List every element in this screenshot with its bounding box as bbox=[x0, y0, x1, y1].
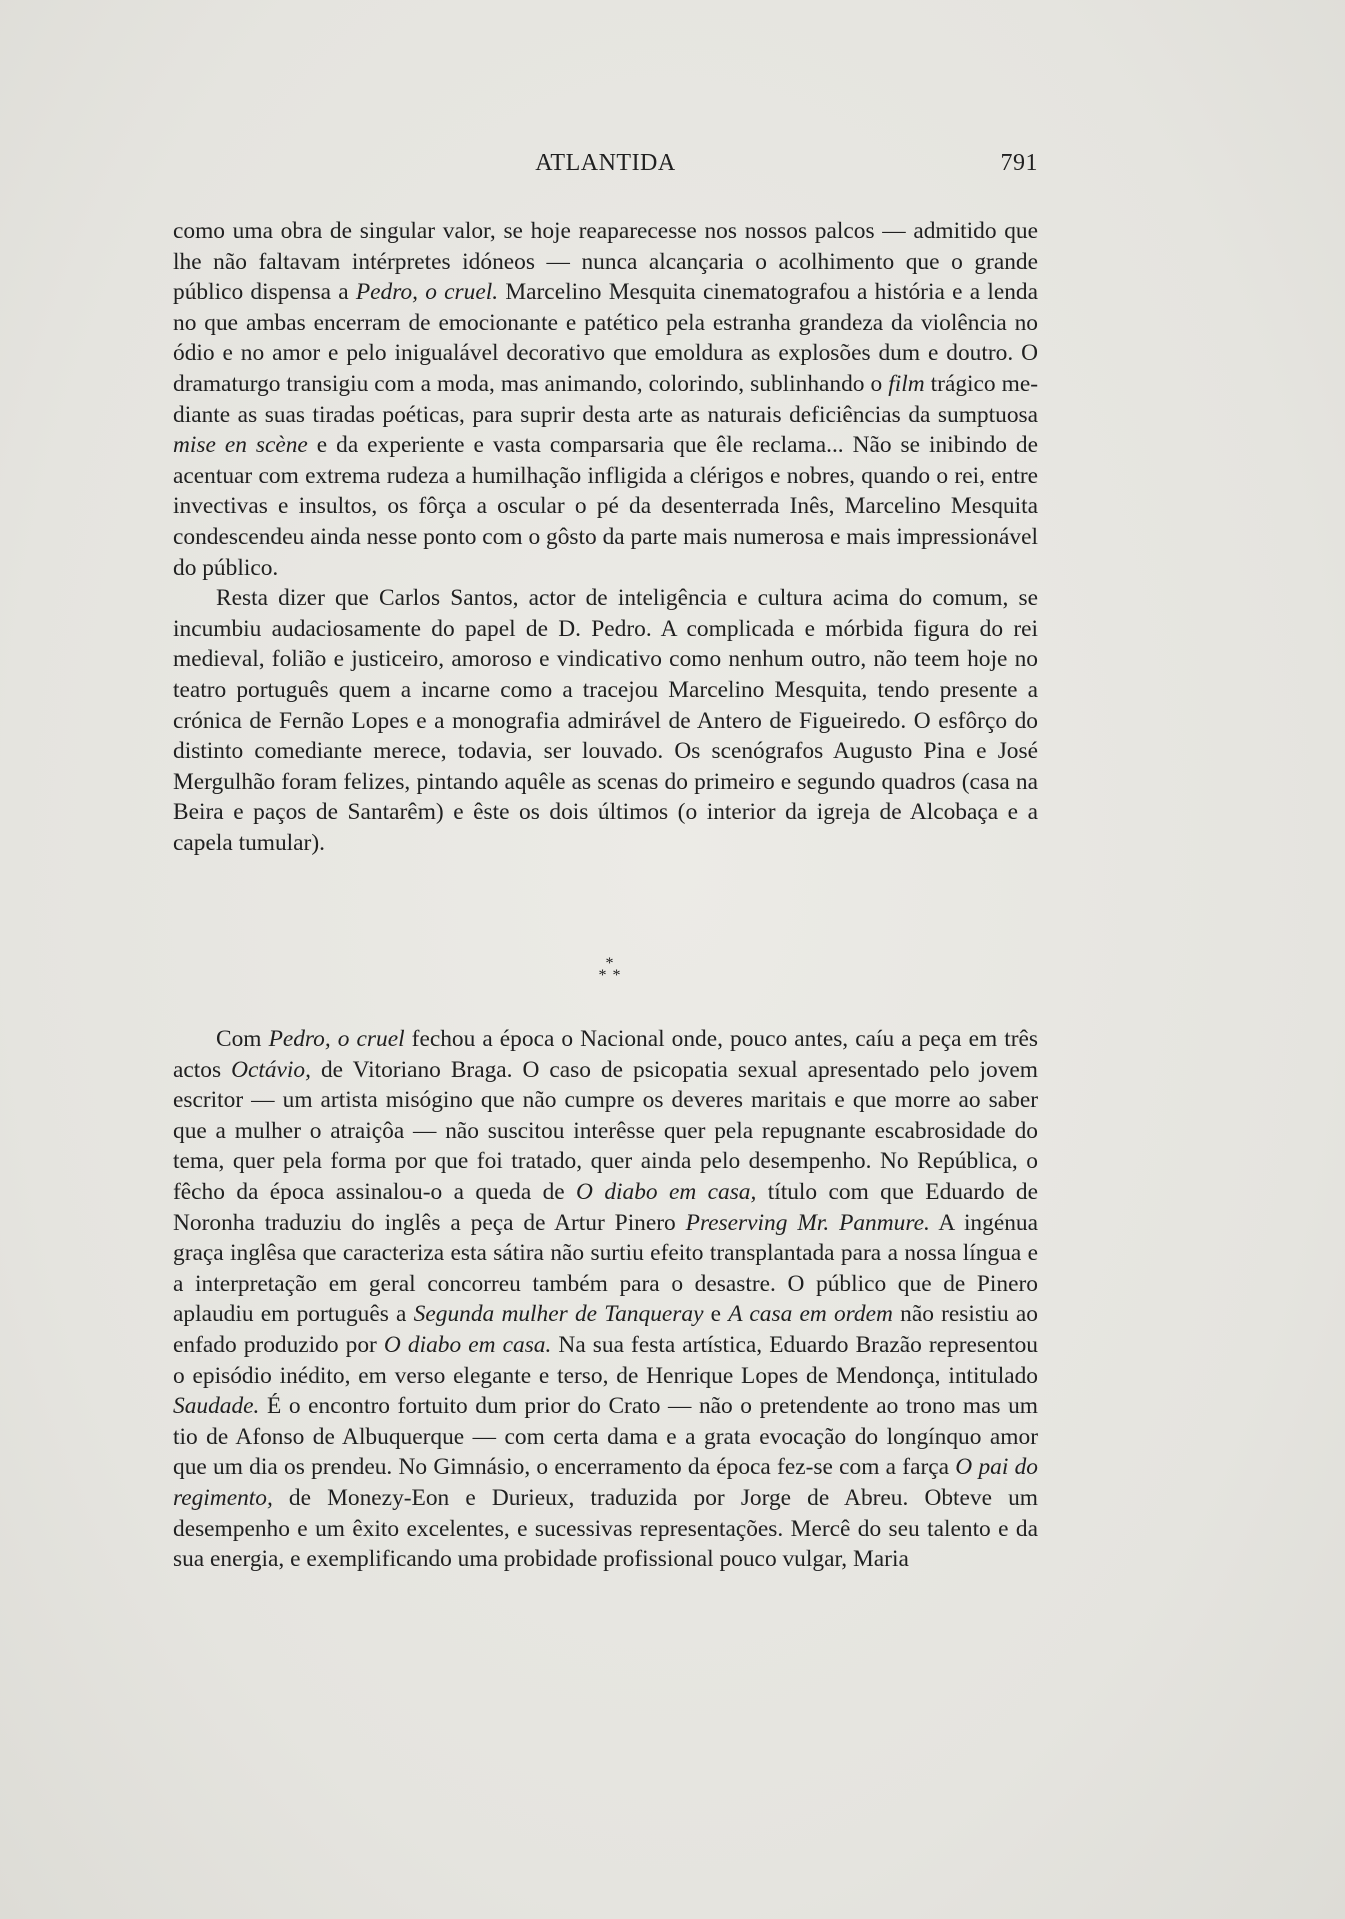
text-run: e da experiente e vasta comparsaria que êle reclama... Não se inibindo de acentuar com extrema rudeza a humilhação infligida a clérigos e nobres, quando o rei, entre invectivas e insultos, os fôrça a oscular o pé da desenterrada Inês, Marcelino Mesquita condescendeu ainda nesse ponto com o gôsto da parte mais numerosa e mais impressionável do público. bbox=[173, 432, 1038, 581]
italic-title-run: Octávio, bbox=[231, 1056, 311, 1083]
text-run: Marcelino Mesquita cinematografou a história e a lenda no que ambas encerram de emocionante e patético pela estranha grandeza da violência no ódio e no amor e pelo inigualável decorativo que emoldura as explosões dum e doutro. O dramaturgo transigiu com a moda, mas animando, colorindo, sublinhando o bbox=[173, 279, 1038, 397]
text-run: Com bbox=[216, 1026, 269, 1052]
section-break-asterism bbox=[560, 955, 660, 984]
text-run: e bbox=[703, 1301, 729, 1328]
running-head bbox=[173, 150, 1038, 184]
italic-title-run: Pedro, o cruel. bbox=[355, 279, 499, 306]
italic-title-run: Pedro, o cruel bbox=[268, 1026, 405, 1052]
italic-title-run: Segunda mulher de Tanqueray bbox=[413, 1301, 704, 1328]
text-run: Resta dizer que Carlos Santos, actor de inteligência e cultura acima do comum, se incumbiu audaciosamente do papel de D. Pedro. A complicada e mórbida figura do rei medieval, folião e justiceiro, amoroso e vindicativo como nenhum outro, não teem hoje no teatro português quem a incarne como a tracejou Marcelino Mesquita, tendo presente a crónica de Fernão Lopes e a monografia admirável de Antero de Figueiredo. O esfôrço do distinto comediante merece, todavia, ser louvado. Os scenógrafos Augusto Pina e José Mergulhão foram felizes, pintando aquêle as scenas do primeiro e segundo quadros (casa na Beira e paços de Santarêm) e êste os dois últimos (o interior da igreja de Alcobaça e a capela tumular). bbox=[173, 585, 1038, 856]
italic-title-run: O pai do regimento, bbox=[173, 1454, 1038, 1511]
italic-title-run: Saudade. bbox=[173, 1393, 260, 1420]
text-run: Na sua festa artística, Eduardo Brazão representou o episódio inédito, em verso elegante e terso, de Henrique Lopes de Mendonça, intitulado bbox=[173, 1331, 1038, 1389]
text-block-upper bbox=[173, 216, 1038, 858]
paragraph bbox=[173, 583, 1038, 858]
paragraph bbox=[173, 1024, 1038, 1575]
text-run: fechou a época o Nacional onde, pouco antes, caíu a peça em três actos bbox=[173, 1026, 1038, 1083]
text-run: É o encontro fortuito dum prior do Crato — não o pretendente ao trono mas um tio de Afonso de Albuquerque — com certa dama e a grata evocação do longínquo amor que um dia os prendeu. No Gimnásio, o encerramento da época fez-se com a farça bbox=[173, 1393, 1038, 1481]
page-number: 791 bbox=[1000, 150, 1038, 176]
text-run: de Monezy-Eon e Durieux, traduzida por Jorge de Abreu. Obteve um desempenho e um êxito excelentes, e sucessivas representações. Mercê do seu talento e da sua energia, e exemplificando uma probidade profissional pouco vulgar, Maria bbox=[173, 1484, 1038, 1573]
text-run: A ingénua graça inglêsa que caracteriza esta sátira não surtiu efeito transplantada para a nossa língua e a interpretação em geral concorreu também para o desastre. O público que de Pinero aplaudiu em português a bbox=[173, 1209, 1038, 1328]
running-title: ATLANTIDA bbox=[535, 150, 676, 176]
text-block-lower bbox=[173, 1024, 1038, 1575]
text-run: título com que Eduardo de Noronha traduziu do inglês a peça de Artur Pinero bbox=[173, 1178, 1038, 1236]
asterism-top-star: * bbox=[605, 955, 615, 972]
italic-title-run: A casa em ordem bbox=[728, 1301, 893, 1328]
asterism-bottom-stars: * * bbox=[598, 967, 622, 984]
text-run: de Vitoriano Braga. O caso de psicopatia sexual apresentado pelo jovem escritor — um artista misógino que não cumpre os deveres maritais e que morre ao saber que a mulher o atraiçôa — não suscitou interêsse quer pela repugnante escabrosidade do tema, quer pela forma por que foi tratado, quer ainda pelo desempenho. No República, o fêcho da época assinalou-o a queda de bbox=[173, 1056, 1038, 1205]
text-run: não resistiu ao enfado produzido por bbox=[173, 1301, 1038, 1358]
text-run: trágico mediante as suas tiradas poéticas, para suprir desta arte as naturais deficiências da sumptuosa bbox=[173, 370, 1038, 428]
italic-title-run: film bbox=[888, 370, 925, 397]
paragraph bbox=[173, 216, 1038, 583]
italic-title-run: O diabo em casa. bbox=[383, 1331, 552, 1358]
text-run: como uma obra de singular valor, se hoje reaparecesse nos nossos palcos — admitido que lhe não faltavam intérpretes idóneos — nunca alcançaria o acolhimento que o grande público dispensa a bbox=[173, 218, 1038, 306]
italic-title-run: O diabo em casa, bbox=[576, 1178, 757, 1205]
italic-title-run: Preserving Mr. Panmure. bbox=[685, 1209, 930, 1236]
italic-title-run: mise en scène bbox=[173, 432, 308, 459]
